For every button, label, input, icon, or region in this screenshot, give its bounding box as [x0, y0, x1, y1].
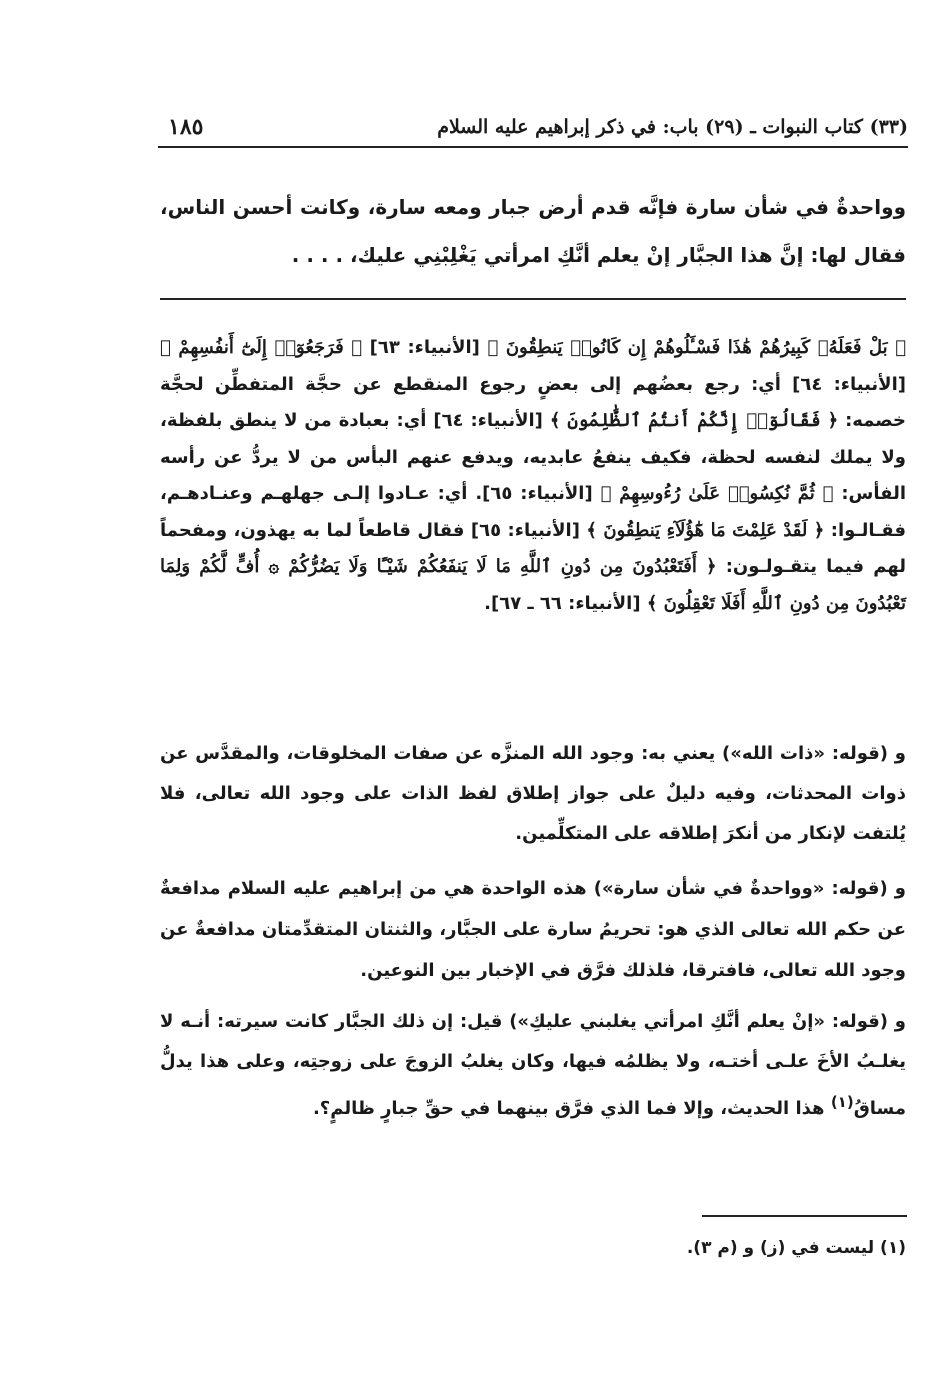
- quran-verse: ﴿ فَرَجَعُوٓا۟ إِلَىٰٓ أَنفُسِهِمْ ﴾: [160, 337, 363, 358]
- commentary-text: [الأنبياء: ٦٥] فقال قاطعاً لما به يهذون، ومفحماً لهم فيما يتقـولـون:: [160, 519, 906, 577]
- quran-verse: ﴿ ثُمَّ نُكِسُوا۟ عَلَىٰ رُءُوسِهِمْ ﴾: [600, 483, 834, 504]
- footnote: (١) ليست في (ز) و (م ٣).: [686, 1238, 906, 1258]
- quran-verse: ﴿ لَقَدْ عَلِمْتَ مَا هَٰٓؤُلَآءِ يَنطِقُونَ ﴾: [586, 519, 825, 541]
- commentary-paragraph-2: و (قوله: «ذات الله») يعني به: وجود الله المنزَّه عن صفات المخلوقات، والمقدَّس عن ذوات المحدثات، وفيه دليلٌ على جواز إطلاق لفظ الذات على وجود الله تعالى، فلا يُلتفت لإنكار من أنكرَ إطلاقه على المتكلِّمين.: [160, 743, 906, 844]
- chapter-title: (٣٣) كتاب النبوات ـ (٢٩) باب: في ذكر إبراهيم عليه السلام: [437, 116, 908, 138]
- commentary-paragraph-4: [160, 1002, 906, 1129]
- hadith-divider: [160, 298, 906, 300]
- commentary-text: [الأنبياء: ٦٣]: [362, 337, 488, 358]
- quran-verse: ﴿ أَفَتَعْبُدُونَ مِن دُونِ ٱللَّهِ مَا لَا يَنفَعُكُمْ شَيْـًٔا وَلَا يَضُرُّكُمْ ۞ أُفٍّ لَّكُمْ وَلِمَا تَعْبُدُونَ مِن دُونِ ٱللَّهِ أَفَلَا تَعْقِلُونَ ﴾: [160, 556, 906, 614]
- hadith-text: وواحدةٌ في شأن سارة فإنَّه قدم أرض جبار ومعه سارة، وكانت أحسن الناس، فقال لها: إنَّ هذا الجبَّار إنْ يعلم أنَّكِ امرأتي يَغْلِبْنِي عليك، . . . .: [160, 195, 906, 267]
- quran-verse: ﴿ بَلْ فَعَلَهُۥ كَبِيرُهُمْ هَٰذَا فَسْـَٔلُوهُمْ إِن كَانُوا۟ يَنطِقُونَ ﴾: [487, 337, 907, 358]
- page-number: ١٨٥: [168, 114, 204, 140]
- commentary-text: [الأنبياء: ٦٤] أي: رجع بعضُهم إلى بعضٍ رجوع المنقطع عن حجَّة المتفطِّن لحجَّة خصمه:: [160, 373, 906, 431]
- quran-verse: ﴿ فَقَالُوٓا۟ إِنَّكُمْ أَنتُمُ ٱلظَّٰلِمُونَ ﴾: [549, 410, 839, 431]
- footnote-rule: [702, 1215, 907, 1217]
- commentary-text: [الأنبياء: ٦٦ ـ ٦٧].: [484, 592, 647, 614]
- commentary-text: هذا الحديث، وإلا فما الذي فرَّق بينهما في حقِّ جبارٍ ظالمٍ؟.: [312, 1098, 831, 1119]
- header-rule: [158, 146, 908, 148]
- footnote-reference: (١): [830, 1093, 854, 1111]
- commentary-paragraph-3: و (قوله: «وواحدةٌ في شأن سارة») هذه الواحدة هي من إبراهيم عليه السلام مدافعةٌ عن حكم الله تعالى الذي هو: تحريمُ سارة على الجبَّار، والثنتان المتقدِّمتان مدافعةٌ عن وجود الله تعالى، فافترقا، فلذلك فرَّق في الإخبار بين النوعين.: [160, 878, 906, 981]
- commentary-text: [الأنبياء: ٦٥]. أي: عـادوا إلـى جهلهـم وعنـادهـم، فقـالـوا:: [160, 483, 907, 541]
- running-header: [158, 112, 908, 148]
- commentary-paragraph-1: [160, 330, 906, 622]
- commentary-text: و (قوله: «إنْ يعلم أنَّكِ امرأتي يغلبني عليكِ») قيل: إن ذلك الجبَّار كانت سيرته: أنـه لا يغلـبُ الأخَ علـى أختـه، ولا يظلمُه فيها، وكان يغلبُ الزوجَ على زوجتِه، وعلى هذا يدلُّ مساقُ: [160, 1011, 906, 1119]
- commentary-text: [الأنبياء: ٦٤] أي: بعبادة من لا ينطق بلفظة، ولا يملك لنفسه لحظة، فكيف ينفعُ عابديه، ويدفع عنهم البأس من لا يردُّ عن رأسه الفأس:: [160, 410, 907, 504]
